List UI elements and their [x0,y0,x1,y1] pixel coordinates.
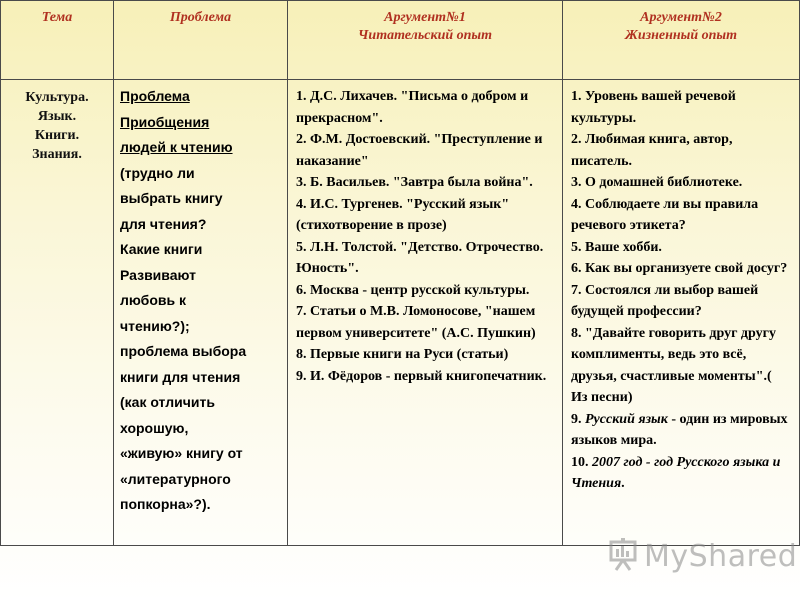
life-item: 8. "Давайте говорить друг другу комплименты, ведь это всё, друзья, счастливые моменты".( Из песни) [571,325,776,405]
life-experience-cell [562,79,800,546]
header-argument-1-subtitle: Читательский опыт [357,28,493,43]
theme-line: Знания. [32,147,82,162]
problem-cell [113,79,288,546]
reader-item: 9. И. Фёдоров - первый книгопечатник. [296,368,547,384]
life-item-10-suffix: . [621,476,625,491]
life-item-10 [571,452,791,495]
problem-line: книги для чтения [120,368,241,385]
life-item-10-prefix: 10. [571,454,592,470]
life-item-9 [571,409,791,452]
problem-line-underlined: Приобщения [120,113,210,130]
reader-item: 5. Л.Н. Толстой. "Детство. Отрочество. Юность". [296,239,544,276]
reader-item: 3. Б. Васильев. "Завтра была война". [296,175,533,190]
theme-cell [0,79,114,546]
reader-item: 1. Д.С. Лихачев. "Письма о добром и прекрасном". [296,89,529,126]
life-item: 1. Уровень вашей речевой культуры. [571,89,736,126]
life-item: 6. Как вы организуете свой досуг? [571,261,788,276]
life-item: 2. Любимая книга, автор, писатель. [571,132,733,169]
header-theme [0,0,114,80]
theme-line: Язык. [37,109,77,124]
watermark [608,534,798,578]
life-item-9-rest: - один из мировых языков мира. [571,411,788,448]
reader-item: 7. Статьи о М.В. Ломоносове, "нашем первом университете" (А.С. Пушкин) [296,304,536,341]
header-argument-2 [562,0,800,80]
reader-experience-cell [287,79,563,546]
life-item: 7. Состоялся ли выбор вашей будущей профессии? [571,282,759,319]
watermark-text: MyShared [644,538,798,574]
reader-item: 4. И.С. Тургенев. "Русский язык"(стихотворение в прозе) [296,196,510,233]
theme-line: Книги. [34,128,80,143]
life-item: 5. Ваше хобби. [571,239,662,255]
problem-line: для чтения? [120,215,207,232]
problem-line: чтению?); [120,317,190,334]
problem-line: «живую» книгу от [120,445,243,461]
life-item-10-italic: 2007 год - год Русского языка и Чтения [571,454,781,491]
presentation-board-icon [608,537,638,576]
problem-line: Какие книги [120,241,203,257]
problem-line: хорошую, [120,419,189,436]
header-problem-label: Проблема [169,10,232,25]
reader-item: 6. Москва - центр русской культуры. [296,282,530,298]
header-argument-2-subtitle: Жизненный опыт [624,28,738,43]
header-theme-label: Тема [41,10,73,25]
problem-line: «литературного [120,470,231,487]
reader-item: 2. Ф.М. Достоевский. "Преступление и наказание" [296,132,543,169]
problem-line: (трудно ли [120,164,195,181]
reader-item: 8. Первые книги на Руси (статьи) [296,347,509,362]
problem-line: (как отличить [120,394,215,410]
header-argument-2-title: Аргумент№2 [640,10,722,25]
problem-line-underlined: людей к чтению [120,139,233,155]
problem-line: выбрать книгу [120,190,223,206]
life-item-9-italic: Русский язык [585,411,668,427]
header-argument-1 [287,0,563,80]
life-item-9-prefix: 9. [571,411,585,427]
life-item: 3. О домашней библиотеке. [571,175,743,190]
problem-line: любовь к [120,292,186,308]
header-problem [113,0,288,80]
problem-line: проблема выбора [120,343,247,359]
theme-line: Культура. [25,90,89,105]
life-item: 4. Соблюдаете ли вы правила речевого этикета? [571,196,759,233]
header-argument-1-title: Аргумент№1 [384,10,466,25]
problem-line: Развивают [120,266,196,283]
problem-line-underlined: Проблема [120,88,190,104]
problem-line: попкорна»?). [120,496,211,512]
